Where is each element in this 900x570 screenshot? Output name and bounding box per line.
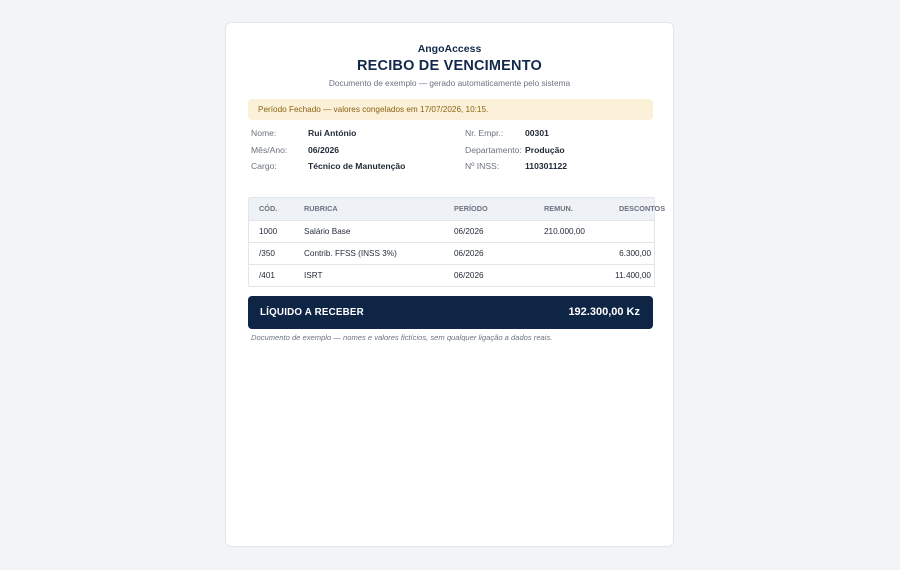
month-label: Mês/Ano:	[251, 145, 288, 155]
row-code: 1000	[259, 227, 278, 236]
row-deduction: 6.300,00	[619, 249, 651, 258]
table-row	[249, 242, 654, 264]
inss-label: Nº INSS:	[465, 161, 500, 171]
column-header-deductions: DESCONTOS	[619, 204, 666, 213]
row-period: 06/2026	[454, 249, 484, 258]
employee-number: 00301	[525, 128, 549, 138]
footnote: Documento de exemplo — nomes e valores fictícios, sem qualquer ligação a dados reais.	[251, 333, 553, 342]
column-header-remuneration: REMUN.	[544, 204, 573, 213]
number-label: Nr. Empr.:	[465, 128, 504, 138]
employee-name: Rui António	[308, 128, 357, 138]
department-label: Departamento:	[465, 145, 522, 155]
role-label: Cargo:	[251, 161, 277, 171]
column-header-item: RUBRICA	[304, 204, 338, 213]
row-period: 06/2026	[454, 271, 484, 280]
earnings-table	[248, 197, 666, 287]
table-header	[249, 198, 666, 220]
row-remuneration: 210.000,00	[544, 227, 585, 236]
table-row	[249, 264, 654, 286]
column-header-code: CÓD.	[259, 204, 278, 213]
employee-role: Técnico de Manutenção	[308, 161, 406, 171]
company-name: AngoAccess	[417, 43, 482, 55]
name-label: Nome:	[251, 128, 277, 138]
payslip-card	[225, 22, 674, 547]
row-deduction: 11.400,00	[615, 271, 651, 280]
payslip-header	[226, 23, 673, 88]
table-row	[249, 220, 654, 242]
row-code: /350	[259, 249, 275, 258]
employee-department: Produção	[525, 145, 565, 155]
net-pay-bar	[248, 296, 653, 329]
net-pay-amount: 192.300,00 Kz	[568, 306, 640, 318]
row-item: ISRT	[304, 271, 323, 280]
row-period: 06/2026	[454, 227, 484, 236]
document-subtitle: Documento de exemplo — gerado automaticamente pelo sistema	[328, 78, 571, 88]
row-item: Contrib. FFSS (INSS 3%)	[304, 249, 397, 258]
period-closed-banner: Período Fechado — valores congelados em 17/07/2026, 10:15.	[248, 99, 653, 120]
document-title: RECIBO DE VENCIMENTO	[356, 58, 542, 74]
employee-month: 06/2026	[308, 145, 340, 155]
employee-inss: 110301122	[525, 161, 568, 171]
column-header-period: PERÍODO	[454, 204, 488, 213]
row-item: Salário Base	[304, 227, 351, 236]
net-pay-label: LÍQUIDO A RECEBER	[260, 307, 364, 318]
row-code: /401	[259, 271, 275, 280]
